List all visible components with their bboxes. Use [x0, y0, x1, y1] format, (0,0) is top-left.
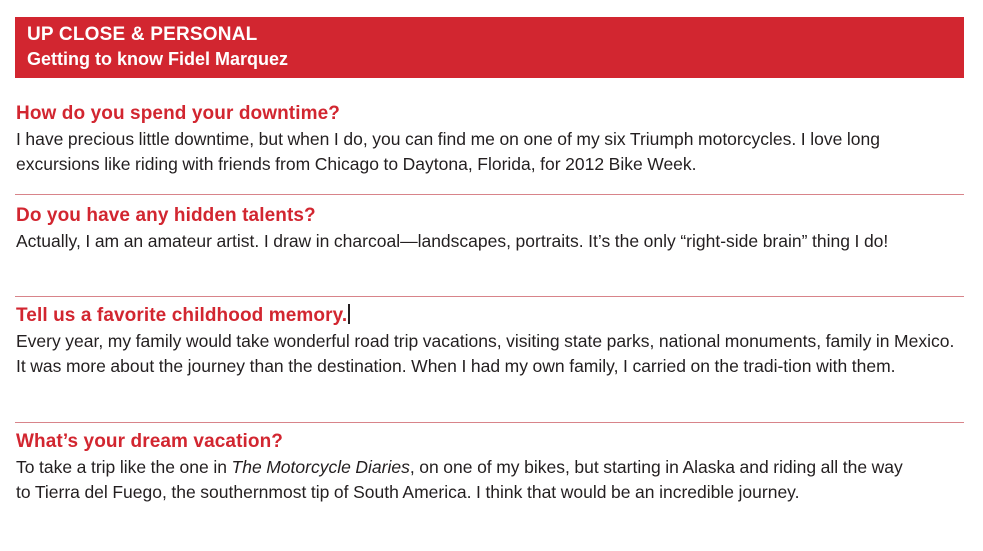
banner-title: UP CLOSE & PERSONAL [27, 24, 258, 45]
qa-item-dream-vacation [16, 430, 964, 505]
banner-subtitle: Getting to know Fidel Marquez [27, 49, 288, 69]
answer-text: Actually, I am an amateur artist. I draw in charcoal—landscapes, portraits. It’s the only “right-side brain” thing I do! [16, 231, 889, 251]
answer-text-start: To take a trip like the one in [16, 457, 232, 477]
qa-item-childhood-memory [16, 304, 964, 379]
qa-item-hidden-talents [16, 204, 964, 254]
book-title: The Motorcycle Diaries [231, 457, 410, 477]
answer-text [16, 455, 921, 505]
answer-text: I have precious little downtime, but when I do, you can find me on one of my six Triumph motorcycles. I love long excursions like riding with friends from Chicago to Daytona, Florida, for 2012 Bike Week. [16, 129, 880, 174]
text-cursor [348, 304, 350, 324]
question-heading: Do you have any hidden talents? [16, 205, 316, 226]
question-heading: What’s your dream vacation? [16, 431, 284, 452]
divider [15, 422, 964, 423]
header-banner [15, 17, 964, 78]
answer-text-end: , on one of my bikes, but starting in Alaska and riding all the way to Tierra del Fuego, the southernmost tip of South America. I think that would be an incredible journey. [16, 457, 903, 502]
divider [15, 296, 964, 297]
answer-text: Every year, my family would take wonderful road trip vacations, visiting state parks, national monuments, family in Mexico. It was more about the journey than the destination. When I had my own family, I carried on the tradi-tion with them. [16, 331, 955, 376]
qa-item-downtime [16, 102, 964, 177]
question-heading [16, 304, 964, 328]
divider [15, 194, 964, 195]
question-heading: How do you spend your downtime? [16, 103, 340, 124]
question-heading-text: Tell us a favorite childhood memory. [16, 305, 348, 326]
